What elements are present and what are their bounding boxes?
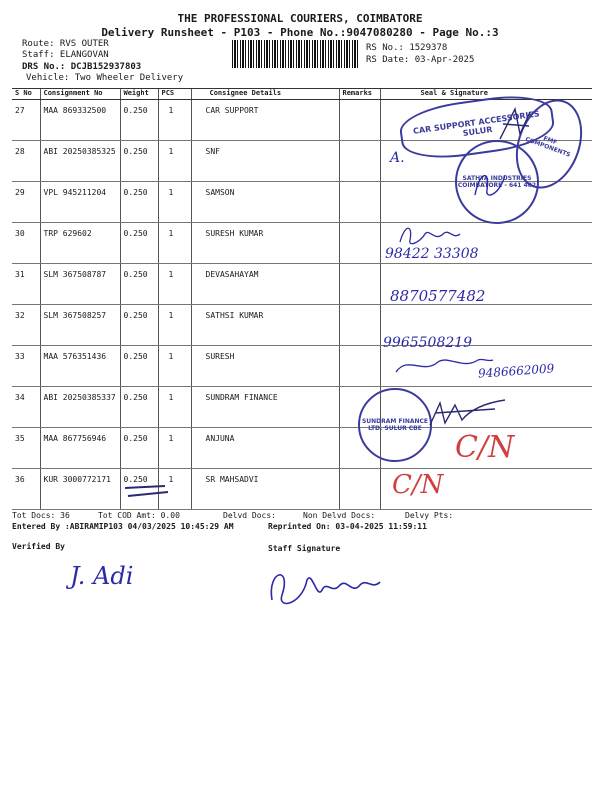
sno-cell: 31 xyxy=(12,264,40,305)
runsheet-subtitle: Delivery Runsheet - P103 - Phone No.:9047080280 - Page No.:3 xyxy=(101,26,499,39)
sno-cell: 36 xyxy=(12,469,40,510)
company-title: THE PROFESSIONAL COURIERS, COIMBATORE xyxy=(177,12,423,25)
sno-cell: 33 xyxy=(12,346,40,387)
verified-by-label: Verified By xyxy=(12,542,65,551)
handwritten-phone-row31: 8870577482 xyxy=(390,287,486,305)
drs-number: DRS No.: DCJB152937803 xyxy=(22,62,142,72)
pcs-cell: 1 xyxy=(158,305,191,346)
consignee-cell: SAMSON xyxy=(191,182,339,223)
pcs-cell: 1 xyxy=(158,346,191,387)
sno-cell: 29 xyxy=(12,182,40,223)
fmf-components-stamp: FMF COMPONENTS xyxy=(504,90,594,198)
weight-cell: 0.250 xyxy=(120,223,158,264)
col-seal: Seal & Signature xyxy=(380,89,592,100)
sno-cell: 32 xyxy=(12,305,40,346)
weight-cell: 0.250 xyxy=(120,346,158,387)
consignment-cell: VPL 945211204 xyxy=(40,182,120,223)
consignment-cell: TRP 629602 xyxy=(40,223,120,264)
pcs-cell: 1 xyxy=(158,141,191,182)
consignment-cell: ABI 20250385337 xyxy=(40,387,120,428)
handwritten-cn-mark: C/N xyxy=(455,430,515,465)
col-consignment: Consignment No xyxy=(40,89,120,100)
sno-cell: 34 xyxy=(12,387,40,428)
remarks-cell xyxy=(339,100,380,141)
consignment-cell: MAA 867756946 xyxy=(40,428,120,469)
total-docs: Tot Docs: 36 xyxy=(12,511,70,520)
sno-cell: 35 xyxy=(12,428,40,469)
col-sno: S No xyxy=(12,89,40,100)
table-row xyxy=(12,469,592,510)
remarks-cell xyxy=(339,469,380,510)
rs-number: RS No.: 1529378 xyxy=(366,43,448,53)
remarks-cell xyxy=(339,264,380,305)
handwritten-phone-row30: 98422 33308 xyxy=(385,246,479,262)
consignment-cell: ABI 20250385325 xyxy=(40,141,120,182)
seal-signature-drawing xyxy=(495,104,535,144)
pcs-cell: 1 xyxy=(158,100,191,141)
weight-cell: 0.250 xyxy=(120,264,158,305)
reprinted-on: Reprinted On: 03-04-2025 11:59:11 xyxy=(268,522,427,531)
consignee-cell: CAR SUPPORT xyxy=(191,100,339,141)
rs-date: RS Date: 03-Apr-2025 xyxy=(366,55,475,65)
sathya-signature-drawing xyxy=(465,165,515,205)
route-info: Route: RVS OUTER xyxy=(22,39,109,49)
consignment-cell: MAA 869332500 xyxy=(40,100,120,141)
staff-signature-label: Staff Signature xyxy=(268,544,341,553)
pcs-cell: 1 xyxy=(158,182,191,223)
row30-signature-drawing xyxy=(395,222,465,250)
handwritten-cn-mark-2: C/N xyxy=(392,470,444,500)
weight-cell: 0.250 xyxy=(120,141,158,182)
staff-signature-drawing xyxy=(262,560,392,620)
row33-signature-drawing xyxy=(388,350,498,380)
weight-cell: 0.250 xyxy=(120,305,158,346)
staff-info: Staff: ELANGOVAN xyxy=(22,50,109,60)
vehicle-info: Vehicle: Two Wheeler Delivery xyxy=(26,73,184,83)
weight-cell: 0.250 xyxy=(120,387,158,428)
handwritten-sign-row28: A. xyxy=(390,150,405,166)
remarks-cell xyxy=(339,223,380,264)
pcs-cell: 1 xyxy=(158,387,191,428)
consignment-cell: MAA 576351436 xyxy=(40,346,120,387)
sathya-industries-stamp: SATHYA INDUSTRIES COIMBATORE - 641 402 xyxy=(455,140,539,224)
consignee-cell: SR MAHSADVI xyxy=(191,469,339,510)
col-weight: Weight xyxy=(120,89,158,100)
col-pcs: PCS xyxy=(158,89,191,100)
pcs-cell: 1 xyxy=(158,223,191,264)
pcs-cell: 1 xyxy=(158,469,191,510)
verified-signature: J. Adi xyxy=(70,562,134,590)
weight-cell: 0.250 xyxy=(120,182,158,223)
table-row xyxy=(12,305,592,346)
delivered-docs: Delvd Docs: xyxy=(223,511,276,520)
remarks-cell xyxy=(339,346,380,387)
consignee-cell: SUNDRAM FINANCE xyxy=(191,387,339,428)
remarks-cell xyxy=(339,141,380,182)
entered-by: Entered By :ABIRAMIP103 04/03/2025 10:45:29 AM xyxy=(12,522,234,531)
delivery-points: Delvy Pts: xyxy=(405,511,454,520)
pcs-cell: 1 xyxy=(158,428,191,469)
sno-cell: 27 xyxy=(12,100,40,141)
weight-cell: 0.250 xyxy=(120,100,158,141)
consignee-cell: ANJUNA xyxy=(191,428,339,469)
remarks-cell xyxy=(339,182,380,223)
consignment-cell: SLM 367508257 xyxy=(40,305,120,346)
pcs-cell: 1 xyxy=(158,264,191,305)
sno-cell: 28 xyxy=(12,141,40,182)
col-consignee: Consignee Details xyxy=(191,89,339,100)
sno-cell: 30 xyxy=(12,223,40,264)
consignment-cell: KUR 3000772171 xyxy=(40,469,120,510)
remarks-cell xyxy=(339,305,380,346)
row34-signature-drawing xyxy=(400,395,510,435)
non-delivered-docs: Non Delvd Docs: xyxy=(303,511,376,520)
consignee-cell: SNF xyxy=(191,141,339,182)
car-support-stamp: CAR SUPPORT ACCESSORIES SULUR xyxy=(397,90,557,165)
consignment-cell: SLM 367508787 xyxy=(40,264,120,305)
consignee-cell: SATHSI KUMAR xyxy=(191,305,339,346)
sundram-finance-stamp: SUNDRAM FINANCE LTD. SULUR CBE xyxy=(358,388,432,462)
row36-pen-mark xyxy=(120,470,180,510)
barcode-image xyxy=(232,40,360,68)
consignee-cell: SURESH KUMAR xyxy=(191,223,339,264)
total-cod-amount: Tot COD Amt: 0.00 xyxy=(98,511,180,520)
consignee-cell: SURESH xyxy=(191,346,339,387)
table-row xyxy=(12,264,592,305)
handwritten-phone-row32: 9965508219 xyxy=(383,335,473,351)
weight-cell: 0.250 xyxy=(120,469,158,510)
handwritten-phone-row33: 9486662009 xyxy=(477,361,555,381)
col-remarks: Remarks xyxy=(339,89,380,100)
weight-cell: 0.250 xyxy=(120,428,158,469)
table-row xyxy=(12,223,592,264)
consignee-cell: DEVASAHAYAM xyxy=(191,264,339,305)
